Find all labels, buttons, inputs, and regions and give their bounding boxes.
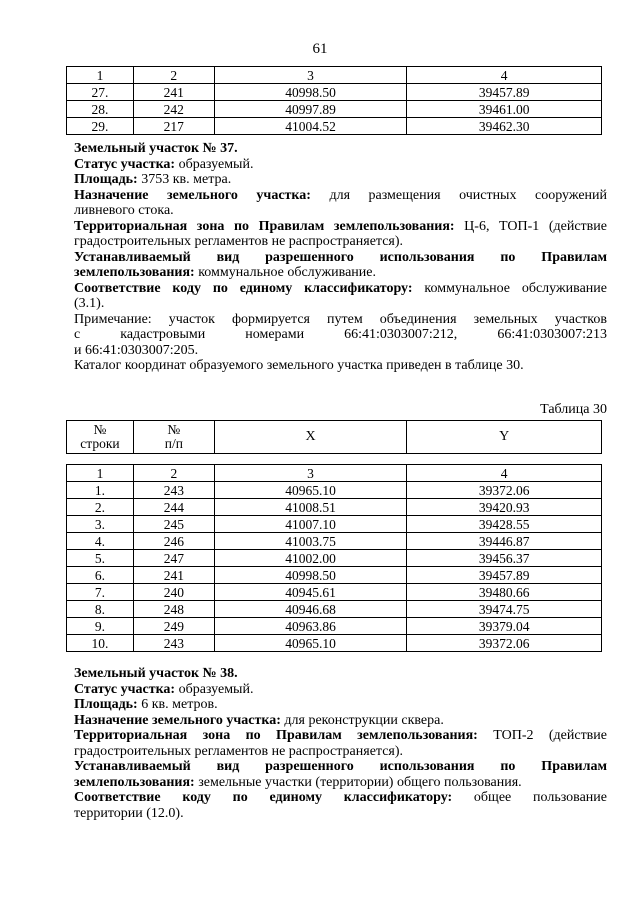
area-line: Площадь: 3753 кв. метра. [74, 172, 232, 187]
purpose-line: Назначение земельного участка: для размещения очистных сооружений [74, 187, 608, 203]
table-cell: 249 [133, 618, 214, 635]
table-cell: 39462.30 [407, 118, 602, 135]
table-cell: 244 [133, 499, 214, 516]
code-line-cont: (3.1). [74, 296, 105, 311]
table-spacer [67, 454, 602, 465]
table-row [67, 118, 602, 135]
status-line: Статус участка: образуемый. [74, 681, 254, 697]
table-cell: 40946.68 [214, 601, 407, 618]
note-line: и 66:41:0303007:205. [74, 342, 199, 358]
catalog-line: Каталог координат образуемого земельного участка приведен в таблице 30. [74, 358, 524, 373]
note-line: с кадастровыми номерами 66:41:0303007:212, 66:41:0303007:213 [74, 327, 607, 342]
table-row [67, 516, 602, 533]
page-number: 61 [312, 41, 328, 57]
table-row [67, 567, 602, 584]
plot-title: Земельный участок № 37. [74, 141, 238, 156]
zone-line-cont: градостроительных регламентов не распространяется). [74, 743, 404, 759]
table-cell [133, 454, 214, 465]
table-caption: Таблица 30 [540, 402, 607, 417]
coordinates-table-continued [66, 66, 602, 135]
table-cell: 2 [133, 465, 214, 482]
table-cell: 6. [67, 567, 134, 584]
note-line: Примечание: участок формируется путем объединения земельных участков [74, 311, 607, 327]
zone-line-cont: градостроительных регламентов не распространяется). [74, 234, 404, 249]
table-cell: 40945.61 [214, 584, 407, 601]
table-cell: 2 [133, 67, 214, 84]
table-cell: 4 [407, 67, 602, 84]
code-line-cont: территории (12.0). [74, 805, 184, 821]
table-cell: 8. [67, 601, 134, 618]
table-cell: 240 [133, 584, 214, 601]
table-cell: 39428.55 [407, 516, 602, 533]
table-cell: 3 [214, 67, 407, 84]
table-cell: 3. [67, 516, 134, 533]
table-cell: 41008.51 [214, 499, 407, 516]
table-header-row [67, 421, 602, 454]
table-cell [214, 454, 407, 465]
table-cell: 40998.50 [214, 84, 407, 101]
plot-37-description [74, 141, 607, 374]
table-cell: 5. [67, 550, 134, 567]
table-cell: 39456.37 [407, 550, 602, 567]
table-cell: 41004.52 [214, 118, 407, 135]
use-line: Устанавливаемый вид разрешенного использования по Правилам [74, 759, 607, 774]
code-line: Соответствие коду по единому классификатору: коммунальное обслуживание [74, 280, 607, 296]
plot-38-description [74, 666, 607, 821]
table-row [67, 101, 602, 118]
table-cell: 39457.89 [407, 84, 602, 101]
use-line-cont: землепользования: коммунальное обслуживание. [74, 265, 376, 280]
status-line: Статус участка: образуемый. [74, 156, 254, 172]
purpose-line: Назначение земельного участка: для реконструкции сквера. [74, 712, 444, 728]
table-cell: 40965.10 [214, 635, 407, 652]
table-cell: 1. [67, 482, 134, 499]
use-line-cont: землепользования: земельные участки (территории) общего пользования. [74, 774, 522, 790]
table-cell: 29. [67, 118, 134, 135]
header-cell-y: Y [407, 421, 602, 454]
table-row [67, 482, 602, 499]
table-cell: 9. [67, 618, 134, 635]
table-cell: 27. [67, 84, 134, 101]
table-cell: 39372.06 [407, 635, 602, 652]
table-cell: 39446.87 [407, 533, 602, 550]
table-cell: 242 [133, 101, 214, 118]
table-cell: 217 [133, 118, 214, 135]
area-line: Площадь: 6 кв. метров. [74, 697, 218, 712]
table-cell: 28. [67, 101, 134, 118]
table-row [67, 584, 602, 601]
table-row [67, 635, 602, 652]
table-row [67, 601, 602, 618]
table-cell: 40997.89 [214, 101, 407, 118]
table-cell: 4. [67, 533, 134, 550]
table-cell: 39420.93 [407, 499, 602, 516]
table-cell: 246 [133, 533, 214, 550]
table-numbering-row [67, 465, 602, 482]
use-line: Устанавливаемый вид разрешенного использования по Правилам [74, 249, 607, 265]
table-cell: 40963.86 [214, 618, 407, 635]
table-cell: 7. [67, 584, 134, 601]
table-cell: 41003.75 [214, 533, 407, 550]
purpose-line-cont: ливневого стока. [74, 203, 174, 218]
plot-title: Земельный участок № 38. [74, 666, 238, 681]
table-row [67, 533, 602, 550]
table-cell: 39461.00 [407, 101, 602, 118]
table-cell [407, 454, 602, 465]
table-cell: 247 [133, 550, 214, 567]
table-cell [67, 454, 134, 465]
table-cell: 10. [67, 635, 134, 652]
table-cell: 1 [67, 465, 134, 482]
table-cell: 39379.04 [407, 618, 602, 635]
table-cell: 41007.10 [214, 516, 407, 533]
table-row [67, 84, 602, 101]
table-cell: 39457.89 [407, 567, 602, 584]
header-cell-row-number: № строки [67, 421, 134, 454]
table-cell: 241 [133, 84, 214, 101]
table-cell: 4 [407, 465, 602, 482]
header-cell-x: X [214, 421, 407, 454]
table-cell: 248 [133, 601, 214, 618]
table-cell: 39480.66 [407, 584, 602, 601]
table-row [67, 499, 602, 516]
table-cell: 41002.00 [214, 550, 407, 567]
table-row [67, 550, 602, 567]
table-cell: 243 [133, 635, 214, 652]
zone-line: Территориальная зона по Правилам землепользования: ТОП-2 (действие [74, 728, 607, 743]
table-cell: 2. [67, 499, 134, 516]
table-cell: 39474.75 [407, 601, 602, 618]
table-cell: 245 [133, 516, 214, 533]
coordinates-table-30 [66, 420, 602, 652]
table-cell: 3 [214, 465, 407, 482]
table-row [67, 618, 602, 635]
table-cell: 40965.10 [214, 482, 407, 499]
table-numbering-row [67, 67, 602, 84]
table-cell: 243 [133, 482, 214, 499]
zone-line: Территориальная зона по Правилам землепользования: Ц-6, ТОП-1 (действие [74, 218, 607, 234]
table-cell: 39372.06 [407, 482, 602, 499]
table-cell: 40998.50 [214, 567, 407, 584]
code-line: Соответствие коду по единому классификатору: общее пользование [74, 790, 607, 805]
header-cell-point-number: № п/п [133, 421, 214, 454]
table-cell: 1 [67, 67, 134, 84]
table-cell: 241 [133, 567, 214, 584]
